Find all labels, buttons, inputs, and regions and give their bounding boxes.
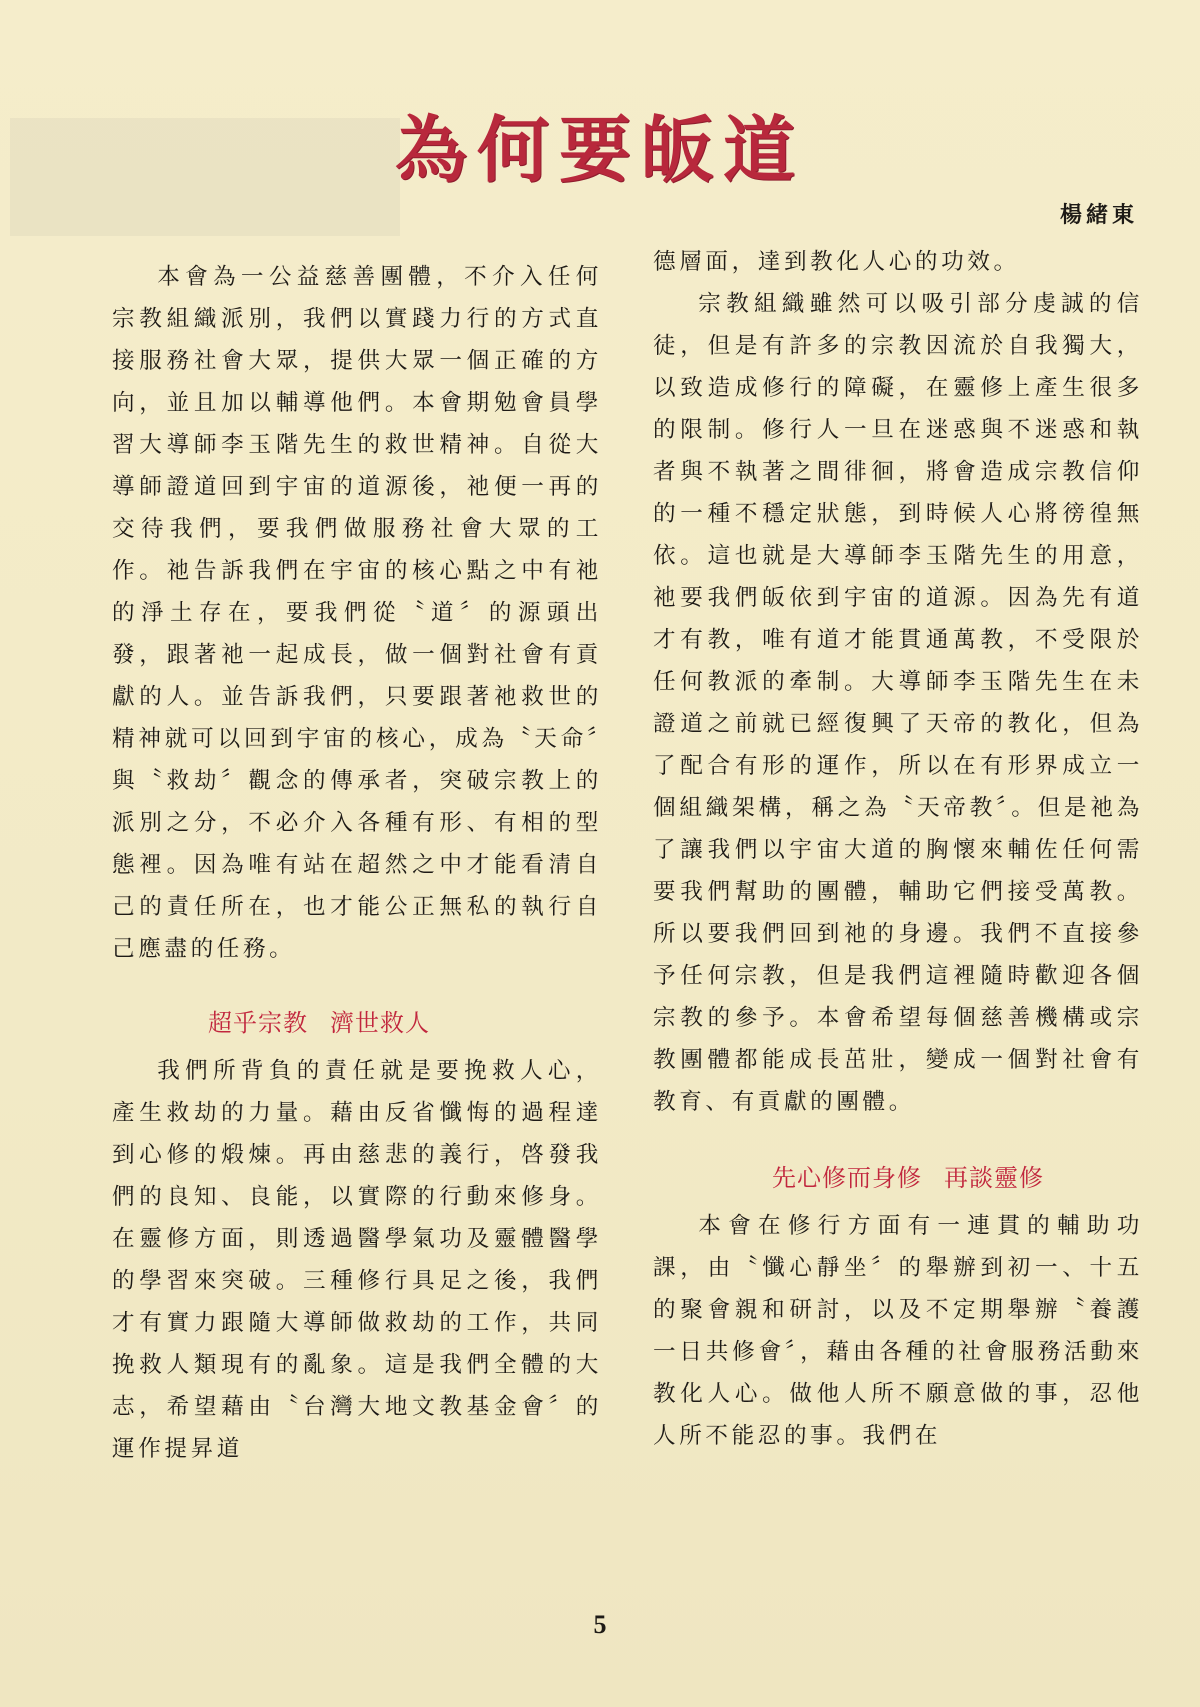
left-column [112,256,602,1470]
paragraph: 本會為一公益慈善團體，不介入任何宗教組織派別，我們以實踐力行的方式直接服務社會大眾，提供大眾一個正確的方向，並且加以輔導他們。本會期勉會員學習大導師李玉階先生的救世精神。自從大導師證道回到宇宙的道源後，祂便一再的交待我們，要我們做服務社會大眾的工作。祂告訴我們在宇宙的核心點之中有祂的淨土存在，要我們從〝道〞的源頭出發，跟著祂一起成長，做一個對社會有貢獻的人。並告訴我們，只要跟著祂救世的精神就可以回到宇宙的核心，成為〝天命〞與〝救劫〞觀念的傳承者，突破宗教上的派別之分，不必介入各種有形、有相的型態裡。因為唯有站在超然之中才能看清自己的責任所在，也才能公正無私的執行自己應盡的任務。 [112,264,602,962]
section-heading [653,1157,1143,1199]
paragraph: 宗教組織雖然可以吸引部分虔誠的信徒，但是有許多的宗教因流於自我獨大，以致造成修行的障礙，在靈修上產生很多的限制。修行人一旦在迷惑與不迷惑和執者與不執著之間徘徊，將會造成宗教信仰的一種不穩定狀態，到時候人心將徬徨無依。這也就是大導師李玉階先生的用意，祂要我們皈依到宇宙的道源。因為先有道才有教，唯有道才能貫通萬教，不受限於任何教派的牽制。大導師李玉階先生在未證道之前就已經復興了天帝的教化，但為了配合有形的運作，所以在有形界成立一個組織架構，稱之為〝天帝教〞。但是祂為了讓我們以宇宙大道的胸懷來輔佐任何需要我們幫助的團體，輔助它們接受萬教。所以要我們回到祂的身邊。我們不直接參予任何宗教，但是我們這裡隨時歡迎各個宗教的參予。本會希望每個慈善機構或宗教團體都能成長茁壯，變成一個對社會有教育、有貢獻的團體。 [653,291,1143,1115]
right-column [653,241,1143,1457]
section-heading [112,1002,602,1044]
paragraph: 本會在修行方面有一連貫的輔助功課，由〝懺心靜坐〞的舉辦到初一、十五的聚會親和研討，以及不定期舉辦〝養護一日共修會〞，藉由各種的社會服務活動來教化人心。做他人所不願意做的事，忍他人所不能忍的事。我們在 [653,1213,1143,1449]
section-heading-part: 超乎宗教 [208,1009,308,1037]
section-heading-part: 再談靈修 [944,1164,1044,1192]
article-title: 為何要皈道 [394,107,805,192]
page-number: 5 [593,1610,607,1639]
paragraph: 我們所背負的責任就是要挽救人心，產生救劫的力量。藉由反省懺悔的過程達到心修的煅煉。再由慈悲的義行，啓發我們的良知、良能，以實際的行動來修身。在靈修方面，則透過醫學氣功及靈體醫學的學習來突破。三種修行具足之後，我們才有實力跟隨大導師做救劫的工作，共同挽救人類現有的亂象。這是我們全體的大志，希望藉由〝台灣大地文教基金會〞的運作提昇道 [112,1058,602,1462]
section-heading-part: 濟世救人 [330,1009,430,1037]
author-name: 楊緒東 [1059,203,1138,228]
paragraph-continued: 德層面，達到教化人心的功效。 [653,249,1020,275]
section-heading-part: 先心修而身修 [772,1164,922,1192]
